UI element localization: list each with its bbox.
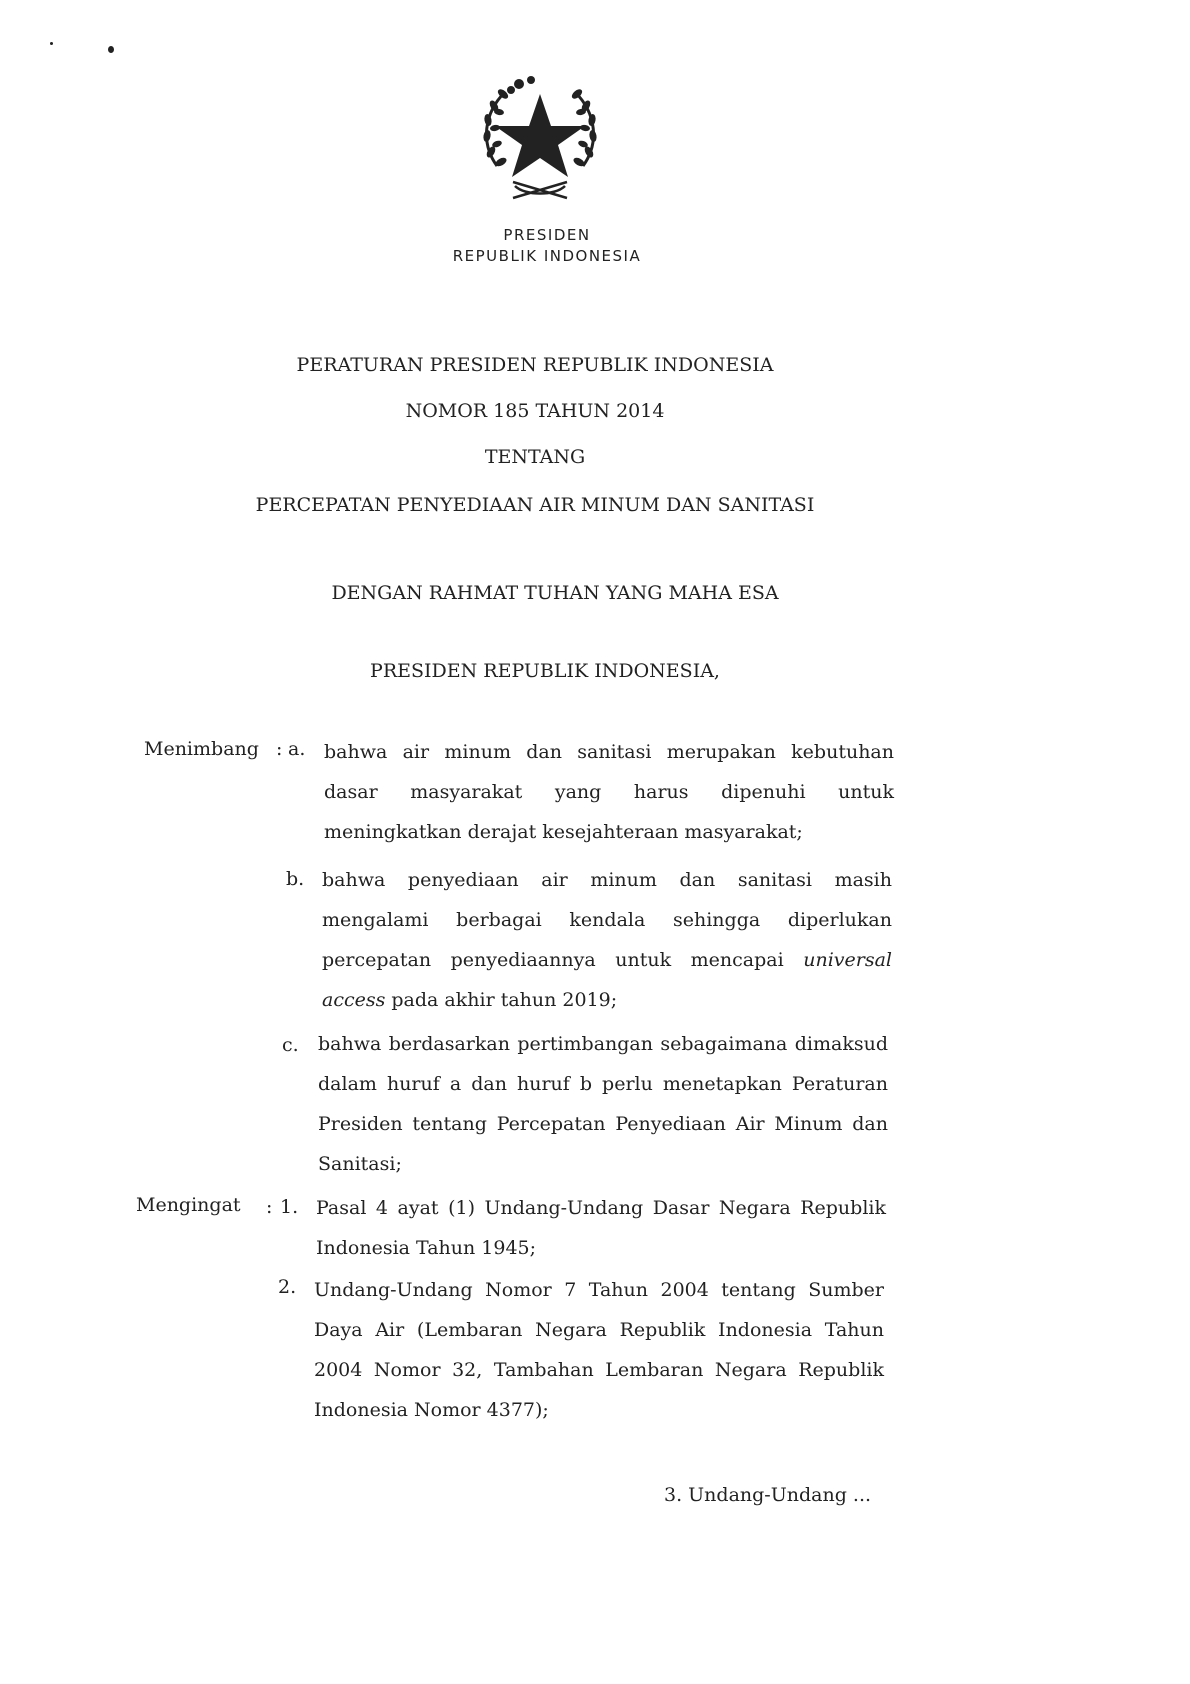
item-b-text: bahwa penyediaan air minum dan sanitasi masih mengalami berbagai kendala sehingga diperlukan percepatan penyediaannya untuk mencapai	[322, 869, 892, 971]
item-marker: 1.	[280, 1196, 299, 1218]
item-marker: a.	[288, 738, 306, 760]
mengingat-item-2: Undang-Undang Nomor 7 Tahun 2004 tentang Sumber Daya Air (Lembaran Negara Republik Indonesia Tahun 2004 Nomor 32, Tambahan Lembaran Negara Republik Indonesia Nomor 4377);	[314, 1279, 884, 1421]
preamble-presiden: PRESIDEN REPUBLIK INDONESIA,	[370, 660, 720, 682]
title-regulation: PERATURAN PRESIDEN REPUBLIK INDONESIA	[296, 354, 774, 376]
menimbang-item-b	[322, 860, 892, 1020]
scan-speck	[50, 42, 53, 45]
menimbang-item-a: bahwa air minum dan sanitasi merupakan kebutuhan dasar masyarakat yang harus dipenuhi untuk meningkatkan derajat kesejahteraan masyarakat;	[324, 741, 894, 843]
menimbang-label: Menimbang	[144, 738, 259, 760]
item-b-italic-term: universal access	[322, 949, 892, 1011]
menimbang-item-c: bahwa berdasarkan pertimbangan sebagaimana dimaksud dalam huruf a dan huruf b perlu menetapkan Peraturan Presiden tentang Percepatan Penyediaan Air Minum dan Sanitasi;	[318, 1033, 888, 1175]
preamble-rahmat: DENGAN RAHMAT TUHAN YANG MAHA ESA	[331, 582, 779, 604]
title-subject: PERCEPATAN PENYEDIAAN AIR MINUM DAN SANITASI	[255, 494, 815, 516]
mengingat-item-1: Pasal 4 ayat (1) Undang-Undang Dasar Negara Republik Indonesia Tahun 1945;	[316, 1197, 886, 1259]
header-presiden: PRESIDEN	[503, 226, 591, 244]
item-marker: 2.	[278, 1276, 297, 1298]
item-marker: c.	[282, 1034, 299, 1056]
scan-speck	[108, 46, 114, 53]
mengingat-label: Mengingat	[136, 1194, 241, 1216]
title-number: NOMOR 185 TAHUN 2014	[405, 400, 665, 422]
menimbang-colon: :	[276, 738, 283, 760]
header-republik-indonesia: REPUBLIK INDONESIA	[452, 247, 642, 265]
mengingat-colon: :	[266, 1196, 273, 1218]
presidential-seal-icon	[475, 74, 605, 204]
page-continuation: 3. Undang-Undang ...	[664, 1484, 872, 1506]
title-tentang: TENTANG	[484, 446, 586, 468]
item-b-text-end: pada akhir tahun 2019;	[385, 989, 618, 1011]
item-marker: b.	[286, 868, 305, 890]
